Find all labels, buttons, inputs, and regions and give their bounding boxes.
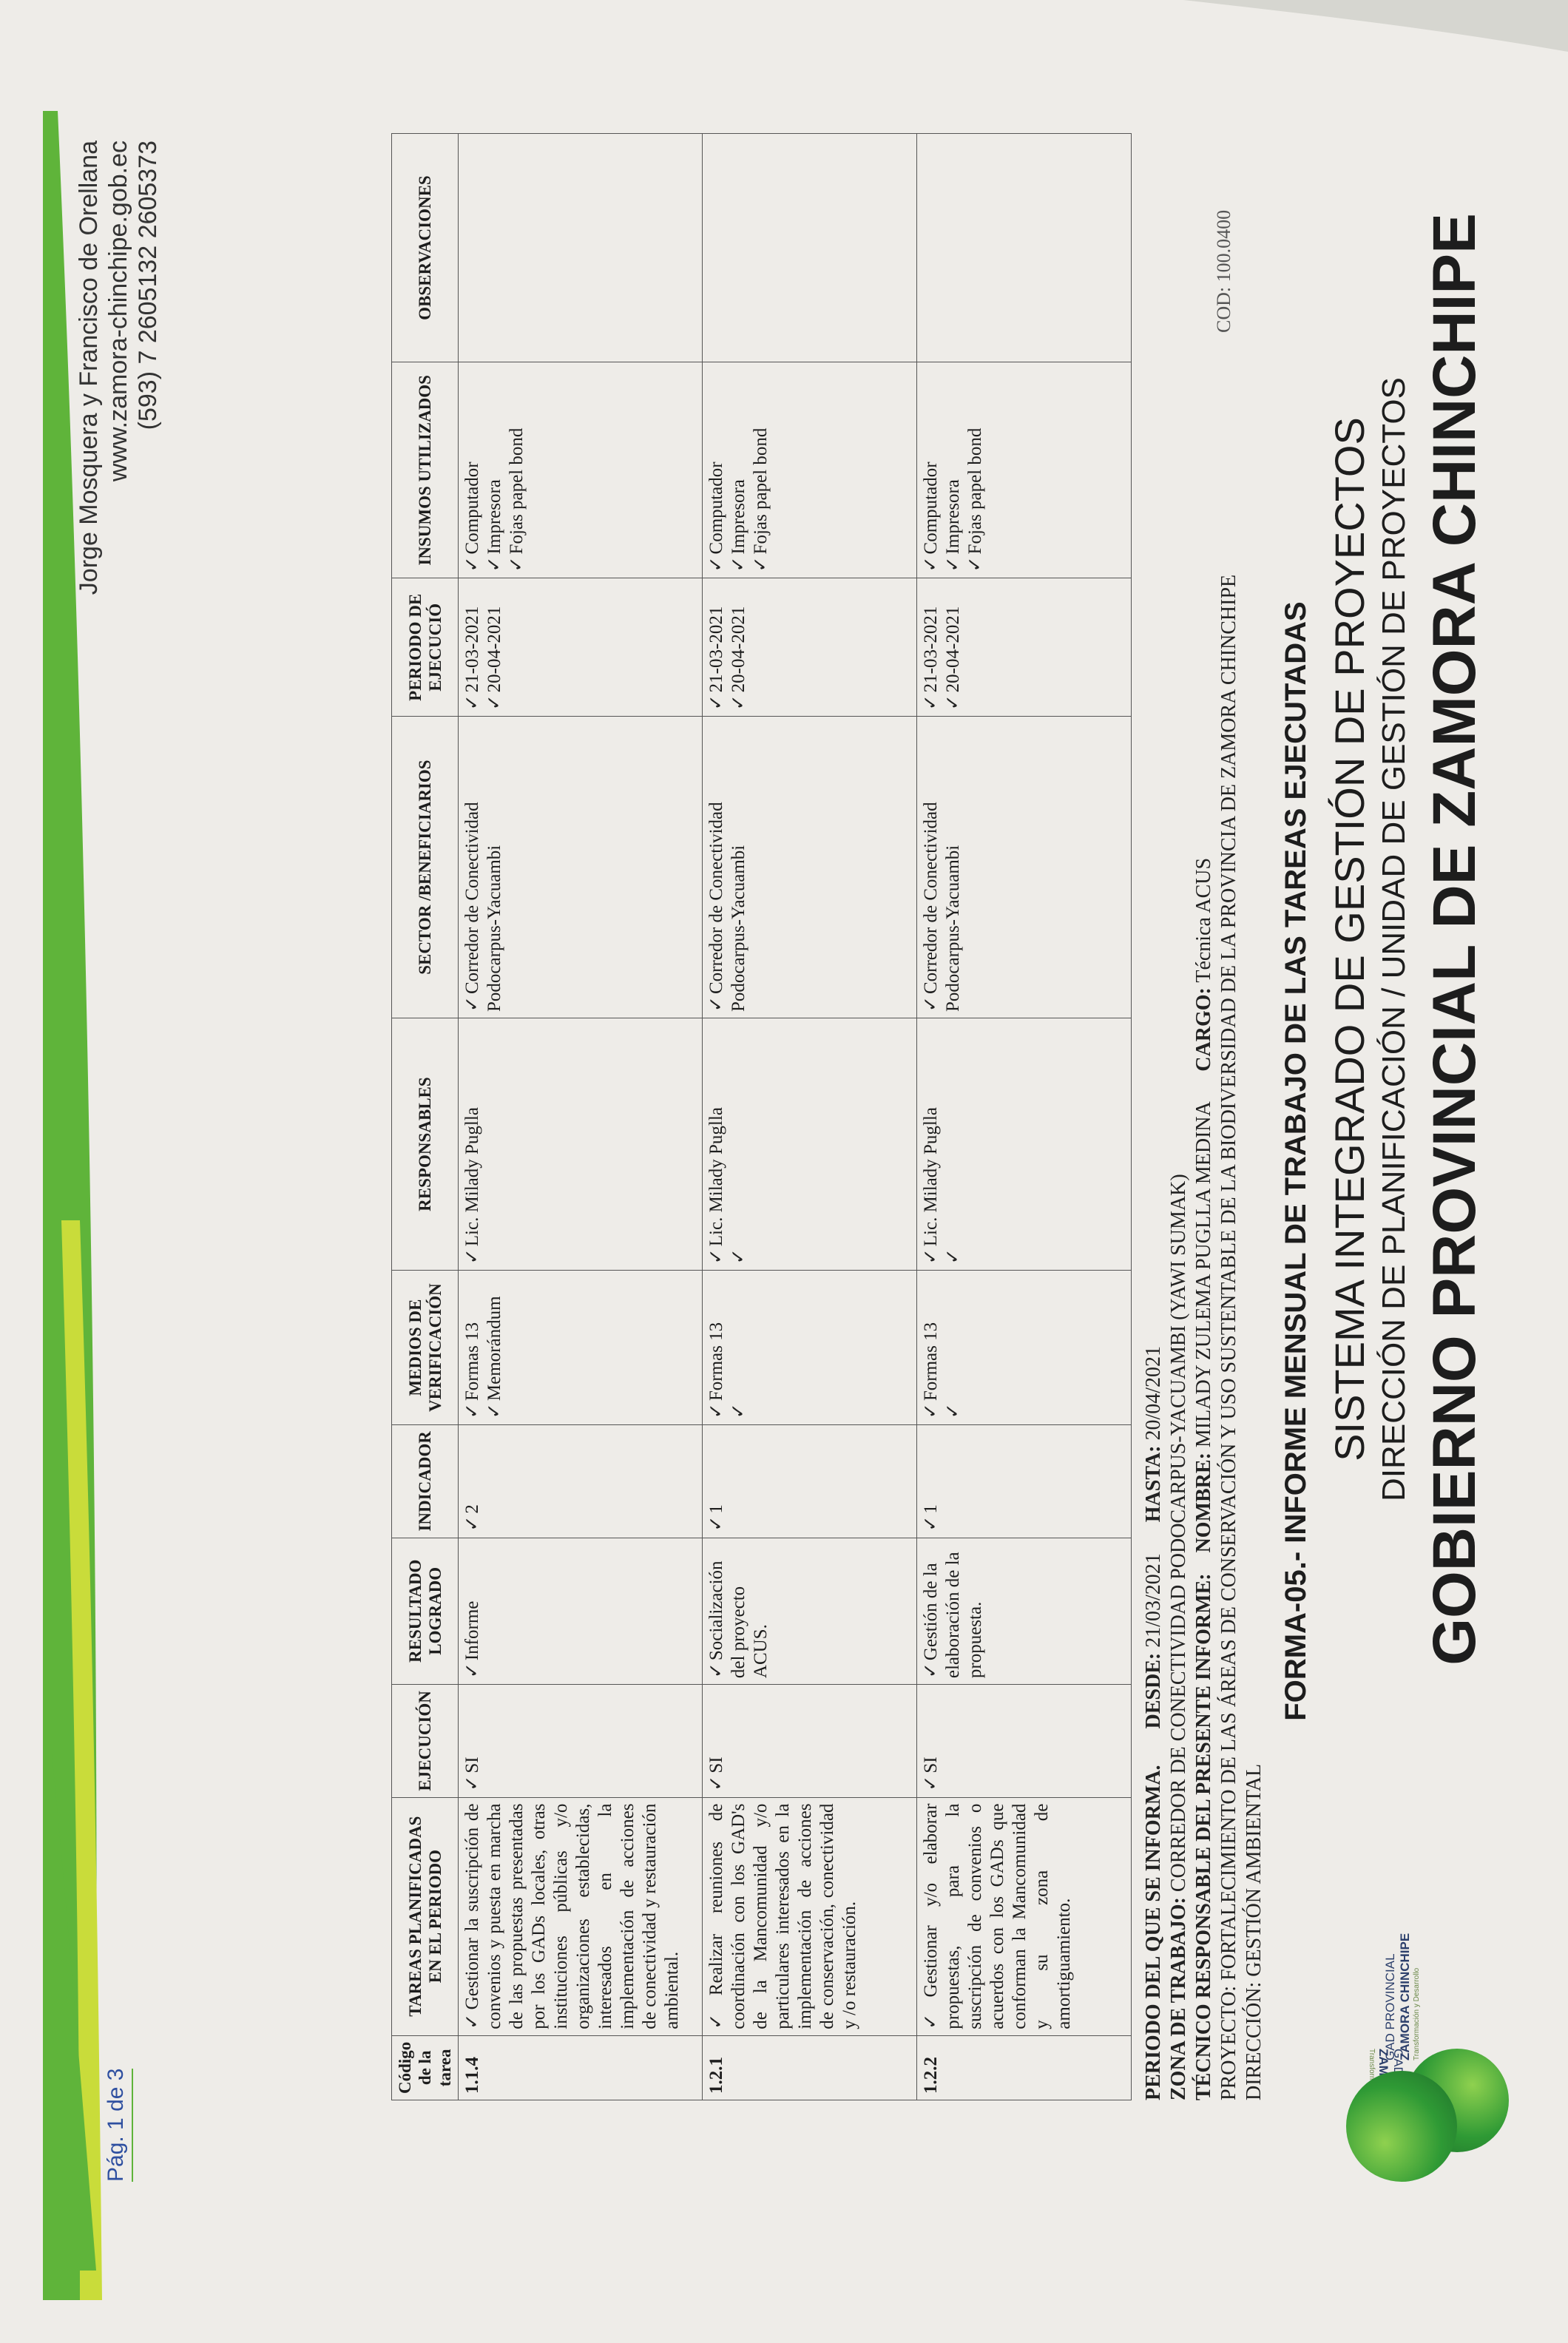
cell-ejecucion: ✓SI — [459, 1685, 703, 1797]
footer-green-band — [52, 111, 96, 2271]
cell-sector: ✓Corredor de Conectividad Podocarpus-Yacuambi — [917, 717, 1132, 1018]
nombre-label: NOMBRE: — [1192, 1453, 1215, 1553]
cell-observaciones — [459, 134, 703, 362]
doc-code: COD: 100.0400 — [1213, 209, 1234, 333]
cell-insumos: ✓Computador ✓Impresora ✓Fojas papel bond — [459, 362, 703, 578]
cell-indicador: ✓2 — [459, 1425, 703, 1538]
table-row — [459, 134, 703, 2100]
table-header-row — [392, 134, 459, 2100]
col-header-codigo: Código de la tarea — [392, 2035, 459, 2100]
cell-resultado: ✓Gestión de la elaboración de la propuesta. — [917, 1538, 1132, 1685]
cell-sector: ✓Corredor de Conectividad Podocarpus-Yacuambi — [703, 717, 917, 1018]
doc-logo — [1346, 1933, 1457, 2182]
desde-value: 21/03/2021 — [1142, 1553, 1165, 1648]
header-subtitle-1: DIRECCIÓN DE PLANIFICACIÓN / UNIDAD DE GESTIÓN DE PROYECTOS — [1376, 377, 1412, 1501]
col-header-responsables: RESPONSABLES — [392, 1018, 459, 1270]
hasta-value: 20/04/2021 — [1142, 1345, 1165, 1441]
cell-responsable: ✓Lic. Milady Puglla ✓ — [917, 1018, 1132, 1270]
meta-direccion: DIRECCIÓN: GESTIÓN AMBIENTAL — [1243, 1763, 1265, 2100]
cargo-value: Técnica ACUS — [1192, 857, 1215, 983]
cell-tarea: ✓Realizar reuniones de coordinación con los GAD's de la Mancomunidad y/o particulares interesados en la implementación de acciones de conservación, conectividad y /o restauración. — [703, 1797, 917, 2035]
tecnico-label: TÉCNICO RESPONSABLE DEL PRESENTE INFORME: — [1192, 1573, 1215, 2100]
cell-resultado: ✓Informe — [459, 1538, 703, 1685]
cell-insumos: ✓Computador ✓Impresora ✓Fojas papel bond — [703, 362, 917, 578]
cell-responsable: ✓Lic. Milady Puglla — [459, 1018, 703, 1270]
cell-observaciones — [917, 134, 1132, 362]
tasks-table — [391, 133, 1132, 2100]
meta-zona — [1167, 1174, 1191, 2100]
cell-tarea: ✓Gestionar y/o elaborar propuestas, para la suscripción de convenios o acuerdos con los GADs que conforman la Mancomunidad y su zona de amortiguamiento. — [917, 1797, 1132, 2035]
meta-tecnico — [1192, 858, 1216, 2100]
zona-value: CORREDOR DE CONECTIVIDAD PODOCARPUS-YACUAMBI (YAWI SUMAK) — [1167, 1174, 1190, 1893]
col-header-periodo: PERIODO DE EJECUCIÓ — [392, 578, 459, 717]
meta-proyecto: PROYECTO: FORTALECIMIENTO DE LAS ÁREAS DE CONSERVACIÓN Y USO SUSTENTABLE DE LA BIODIVERSIDAD DE LA PROVINCIA DE ZAMORA CHINCHIPE — [1217, 574, 1240, 2100]
cell-ejecucion: ✓SI — [703, 1685, 917, 1797]
desde-label: DESDE: — [1142, 1652, 1165, 1729]
gad-logo-icon — [1346, 2071, 1457, 2182]
cell-observaciones — [703, 134, 917, 362]
cell-tarea: ✓Gestionar la suscripción de convenios y puesta en marcha de las propuestas presentadas por los GADs locales, otras instituciones públicas y/o organizaciones establecidas, interesados en la implementación de acciones de conectividad y restauración ambiental. — [459, 1797, 703, 2035]
cell-codigo: 1.1.4 — [459, 2035, 703, 2100]
cell-codigo: 1.2.1 — [703, 2035, 917, 2100]
periodo-label: PERIODO DEL QUE SE INFORMA. — [1142, 1765, 1165, 2100]
cell-ejecucion: ✓SI — [917, 1685, 1132, 1797]
table-row — [703, 134, 917, 2100]
cell-sector: ✓Corredor de Conectividad Podocarpus-Yacuambi — [459, 717, 703, 1018]
cell-periodo: ✓21-03-2021 ✓20-04-2021 — [703, 578, 917, 717]
flip-container — [59, 111, 1509, 2271]
logo-zamora-text: ZAMORA CHINCHIPE — [1397, 1933, 1412, 2060]
logo-tag-text: Transformación y Desarrollo — [1412, 1967, 1421, 2060]
cell-responsable: ✓Lic. Milady Puglla ✓ — [703, 1018, 917, 1270]
cell-indicador: ✓1 — [917, 1425, 1132, 1538]
footer-author: Jorge Mosquera y Francisco de Orellana — [75, 141, 103, 595]
cell-periodo: ✓21-03-2021 ✓20-04-2021 — [917, 578, 1132, 717]
footer-web: www.zamora-chinchipe.gob.ec — [104, 141, 132, 482]
hasta-label: HASTA: — [1142, 1445, 1165, 1523]
cell-medios: ✓Formas 13 ✓ — [917, 1271, 1132, 1425]
col-header-insumos: INSUMOS UTILIZADOS — [392, 362, 459, 578]
main-content — [59, 111, 1509, 2271]
footer-phone: (593) 7 2605132 2605373 — [134, 141, 162, 430]
nombre-value: MILADY ZULEMA PUGLLA MEDINA — [1192, 1102, 1215, 1448]
col-header-medios: MEDIOS DE VERIFICACIÓN — [392, 1271, 459, 1425]
form-title: FORMA-05.- INFORME MENSUAL DE TRABAJO DE LAS TAREAS EJECUTADAS — [1280, 601, 1312, 1721]
col-header-sector: SECTOR /BENEFICIARIOS — [392, 717, 459, 1018]
header-title: GOBIERNO PROVINCIAL DE ZAMORA CHINCHIPE — [1421, 213, 1488, 1666]
page-number: Pág. 1 de 3 — [104, 2069, 133, 2182]
cell-resultado: ✓Socialización del proyecto ACUS. — [703, 1538, 917, 1685]
cell-medios: ✓Formas 13 ✓Memorándum — [459, 1271, 703, 1425]
col-header-resultado: RESULTADO LOGRADO — [392, 1538, 459, 1685]
cargo-label: CARGO: — [1192, 987, 1215, 1072]
meta-periodo — [1142, 1346, 1166, 2100]
zona-label: ZONA DE TRABAJO: — [1167, 1897, 1190, 2100]
col-header-tareas: TAREAS PLANIFICADAS EN EL PERIODO — [392, 1797, 459, 2035]
logo-gad-text: GAD PROVINCIAL — [1382, 1953, 1397, 2060]
cell-codigo: 1.2.2 — [917, 2035, 1132, 2100]
header-subtitle-2: SISTEMA INTEGRADO DE GESTIÓN DE PROYECTOS — [1326, 417, 1373, 1461]
table-row — [917, 134, 1132, 2100]
col-header-ejecucion: EJECUCIÓN — [392, 1685, 459, 1797]
cell-periodo: ✓21-03-2021 ✓20-04-2021 — [459, 578, 703, 717]
cell-indicador: ✓1 — [703, 1425, 917, 1538]
cell-medios: ✓Formas 13 ✓ — [703, 1271, 917, 1425]
cell-insumos: ✓Computador ✓Impresora ✓Fojas papel bond — [917, 362, 1132, 578]
col-header-indicador: INDICADOR — [392, 1425, 459, 1538]
col-header-observaciones: OBSERVACIONES — [392, 134, 459, 362]
